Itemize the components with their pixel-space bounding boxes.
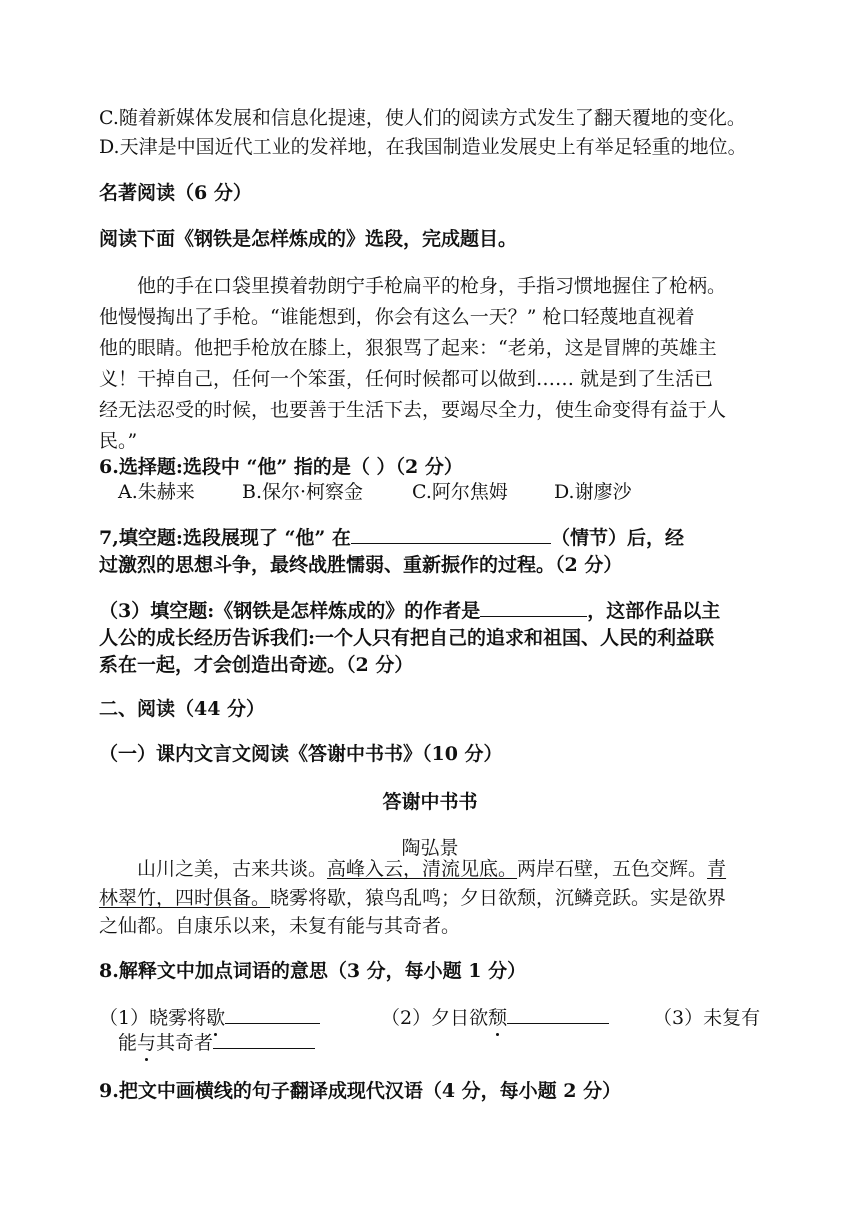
question-6-option-c: C.阿尔焦姆 [412,481,508,503]
essay-text: 晓雾将歇，猿鸟乱鸣；夕日欲颓，沉鳞竞跃。实是欲界 [270,887,727,909]
underlined-sentence-2-start: 青 [707,858,727,880]
question-3-text-b: ，这部作品以主 [587,600,721,622]
passage-line-6: 民。” [99,430,138,452]
question-8-item-3: （3）未复有 [653,1007,761,1029]
dotted-word: 歇 [206,1007,226,1029]
question-6-stem: 6.选择题:选段中 “他” 指的是（ ）（2 分） [99,456,463,478]
essay-title: 答谢中书书 [382,791,478,813]
question-8-item-3-text: 其奇者 [156,1032,214,1054]
question-8-stem: 8.解释文中加点词语的意思（3 分，每小题 1 分） [99,960,527,982]
question-3-line-3: 系在一起，才会创造出奇迹。（2 分） [99,654,414,676]
question-3-answer-blank[interactable] [480,598,587,617]
passage-line-5: 经无法忍受的时候，也要善于生活下去，要竭尽全力，使生命变得有益于人 [99,399,727,421]
dotted-word: 颓 [488,1007,508,1029]
passage-line-2: 他慢慢掏出了手枪。“谁能想到，你会有这么一天？” 枪口轻蔑地直视着 [99,306,695,328]
essay-text: 两岸石壁，五色交辉。 [517,858,708,880]
question-8-item-1 [99,1005,320,1031]
reading-instruction: 阅读下面《钢铁是怎样炼成的》选段，完成题目。 [99,228,518,250]
question-7-answer-blank[interactable] [351,525,551,544]
essay-line-3: 之仙都。自康乐以来，未复有能与其奇者。 [99,915,461,937]
option-d: D.天津是中国近代工业的发祥地，在我国制造业发展史上有举足轻重的地位。 [99,136,747,158]
question-3-line-2: 人公的成长经历告诉我们:一个人只有把自己的追求和祖国、人民的利益联 [99,627,715,649]
question-8-item-1-blank[interactable] [225,1005,320,1024]
question-3-line-1 [99,598,720,624]
underlined-sentence-2-end: 林翠竹，四时俱备。 [99,887,271,909]
question-3-text-a: （3）填空题:《钢铁是怎样炼成的》的作者是 [99,600,481,622]
essay-line-2 [99,885,726,911]
passage-line-4: 义！干掉自己，任何一个笨蛋，任何时候都可以做到…… 就是到了生活已 [99,368,714,390]
section-heading-classics: 名著阅读（6 分） [99,182,252,204]
question-8-item-3-text: 能 [118,1032,138,1054]
question-6-option-d: D.谢廖沙 [554,481,632,503]
dotted-word: 与 [137,1032,157,1054]
question-7-text-b: （情节）后，经 [550,527,684,549]
question-8-item-2 [381,1005,609,1031]
question-8-item-3-blank[interactable] [213,1030,315,1049]
option-c: C.随着新媒体发展和信息化提速，使人们的阅读方式发生了翻天覆地的变化。 [99,107,746,129]
essay-author: 陶弘景 [401,837,459,859]
question-8-item-1-text: （1）晓雾将 [99,1007,207,1029]
essay-text: 山川之美，古来共谈。 [137,858,328,880]
essay-line-1 [137,856,726,882]
question-8-item-2-blank[interactable] [507,1005,609,1024]
question-7-line-1 [99,525,684,551]
question-8-item-2-text: （2）夕日欲 [381,1007,489,1029]
question-6-option-b: B.保尔·柯察金 [242,481,364,503]
question-8-item-3-cont [118,1030,315,1056]
question-6-option-a: A.朱赫来 [118,481,195,503]
subsection-heading-classical: （一）课内文言文阅读《答谢中书书》（10 分） [99,743,503,765]
question-7-text-a: 7,填空题:选段展现了 “他” 在 [99,527,351,549]
passage-line-3: 他的眼睛。他把手枪放在膝上，狠狠骂了起来：“老弟，这是冒牌的英雄主 [99,337,717,359]
section-heading-reading: 二、阅读（44 分） [99,698,266,720]
underlined-sentence-1: 高峰入云，清流见底。 [327,858,518,880]
question-9-stem: 9.把文中画横线的句子翻译成现代汉语（4 分，每小题 2 分） [99,1080,622,1102]
passage-line-1: 他的手在口袋里摸着勃朗宁手枪扁平的枪身，手指习惯地握住了枪柄。 [137,275,727,297]
question-7-line-2: 过激烈的思想斗争，最终战胜懦弱、重新振作的过程。（2 分） [99,554,623,576]
